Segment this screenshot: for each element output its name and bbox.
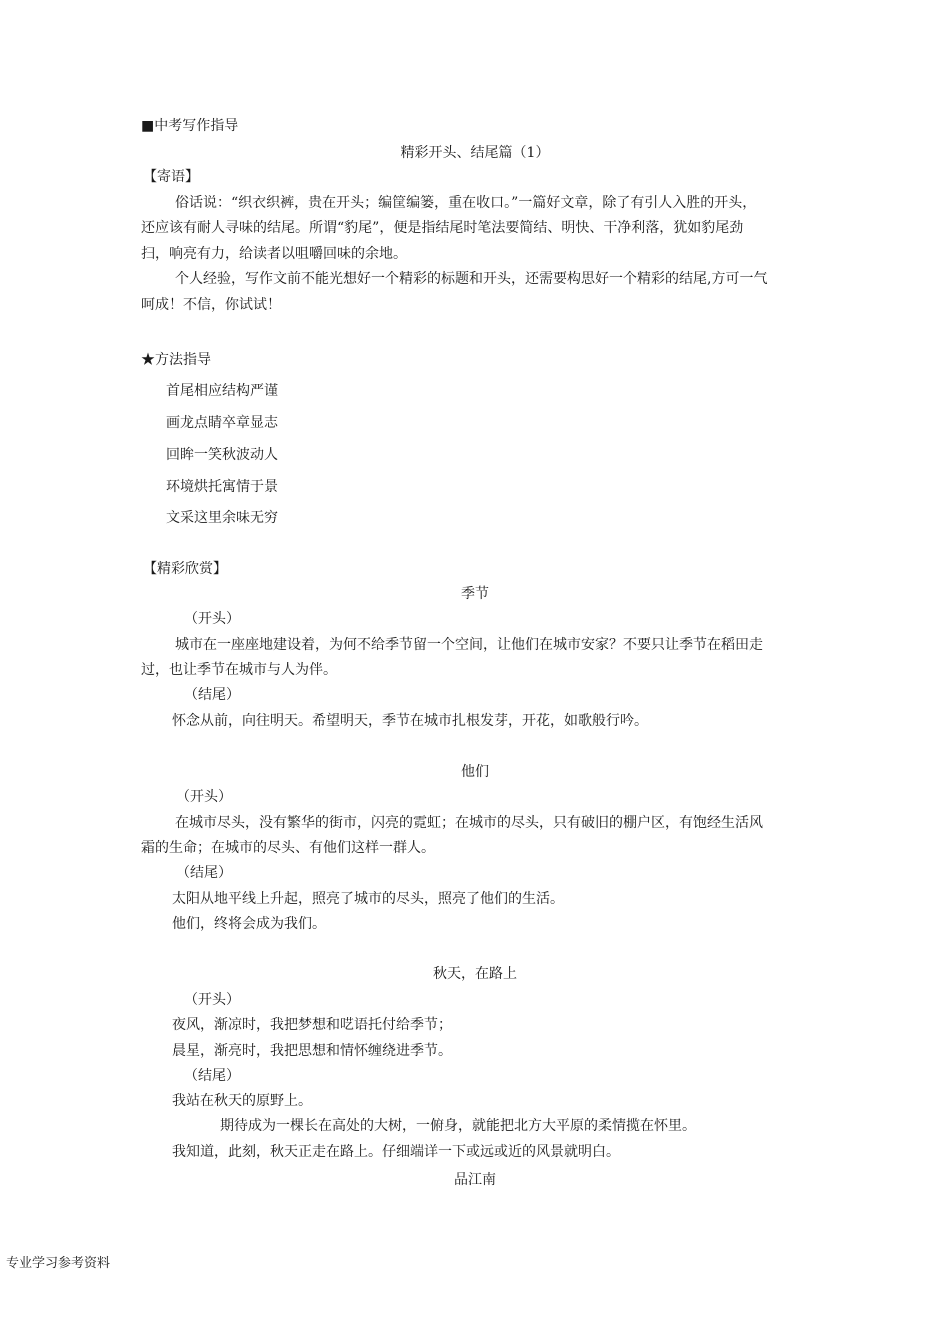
ending-line: 我知道，此刻，秋天正走在路上。仔细端详一下或远或近的风景就明白。 <box>172 1144 620 1160</box>
opening-label: （开头） <box>176 789 232 805</box>
ending-label: （结尾） <box>184 1068 240 1084</box>
document-title: 精彩开头、结尾篇（1） <box>400 145 550 161</box>
showcase-heading: 【精彩欣赏】 <box>143 561 227 577</box>
piece-title: 季节 <box>461 586 489 602</box>
piece-title: 品江南 <box>454 1172 496 1188</box>
intro-p1-line1: 俗话说：“织衣织裤，贵在开头；编筐编篓，重在收口。”一篇好文章，除了有引人入胜的开头， <box>175 195 757 211</box>
intro-p2-line1: 个人经验，写作文前不能光想好一个精彩的标题和开头，还需要构思好一个精彩的结尾,方可一气 <box>175 271 768 287</box>
intro-heading: 【寄语】 <box>143 169 199 185</box>
ending-line: 我站在秋天的原野上。 <box>172 1093 312 1109</box>
intro-p1-line2: 还应该有耐人寻味的结尾。所谓“豹尾”，便是指结尾时笔法要简结、明快、干净利落，犹如豹尾劲 <box>141 220 744 236</box>
opening-line: 晨星，渐亮时，我把思想和情怀缠绕进季节。 <box>172 1043 452 1059</box>
ending-label: （结尾） <box>176 865 232 881</box>
ending-line: 太阳从地平线上升起，照亮了城市的尽头，照亮了他们的生活。 <box>172 891 564 907</box>
methods-heading: ★方法指导 <box>141 352 211 368</box>
ending-label: （结尾） <box>184 687 240 703</box>
piece-title: 秋天，在路上 <box>433 966 517 982</box>
method-item: 画龙点睛卒章显志 <box>166 415 278 431</box>
opening-line: 在城市尽头，没有繁华的街市，闪亮的霓虹；在城市的尽头，只有破旧的棚户区，有饱经生活风 <box>175 815 763 831</box>
opening-line: 霜的生命；在城市的尽头、有他们这样一群人。 <box>141 840 435 856</box>
intro-p1-line3: 扫，响亮有力，给读者以咀嚼回味的余地。 <box>141 246 407 262</box>
opening-label: （开头） <box>184 611 240 627</box>
opening-label: （开头） <box>184 992 240 1008</box>
piece-title: 他们 <box>461 764 489 780</box>
intro-p2-line2: 呵成！不信，你试试！ <box>141 297 281 313</box>
ending-line: 怀念从前，向往明天。希望明天，季节在城市扎根发芽，开花，如歌般行吟。 <box>172 713 648 729</box>
opening-line: 夜风，渐凉时，我把梦想和呓语托付给季节； <box>172 1017 452 1033</box>
opening-line: 城市在一座座地建设着，为何不给季节留一个空间，让他们在城市安家？不要只让季节在稻田走 <box>175 637 763 653</box>
opening-line: 过，也让季节在城市与人为伴。 <box>141 662 337 678</box>
section-label: ■中考写作指导 <box>141 118 239 134</box>
footer-note: 专业学习参考资料 <box>6 1256 111 1271</box>
method-item: 首尾相应结构严谨 <box>166 383 278 399</box>
ending-line: 他们，终将会成为我们。 <box>172 916 326 932</box>
method-item: 文采这里余味无穷 <box>166 510 278 526</box>
ending-line: 期待成为一棵长在高处的大树，一俯身，就能把北方大平原的柔情揽在怀里。 <box>220 1118 696 1134</box>
method-item: 环境烘托寓情于景 <box>166 479 278 495</box>
method-item: 回眸一笑秋波动人 <box>166 447 278 463</box>
